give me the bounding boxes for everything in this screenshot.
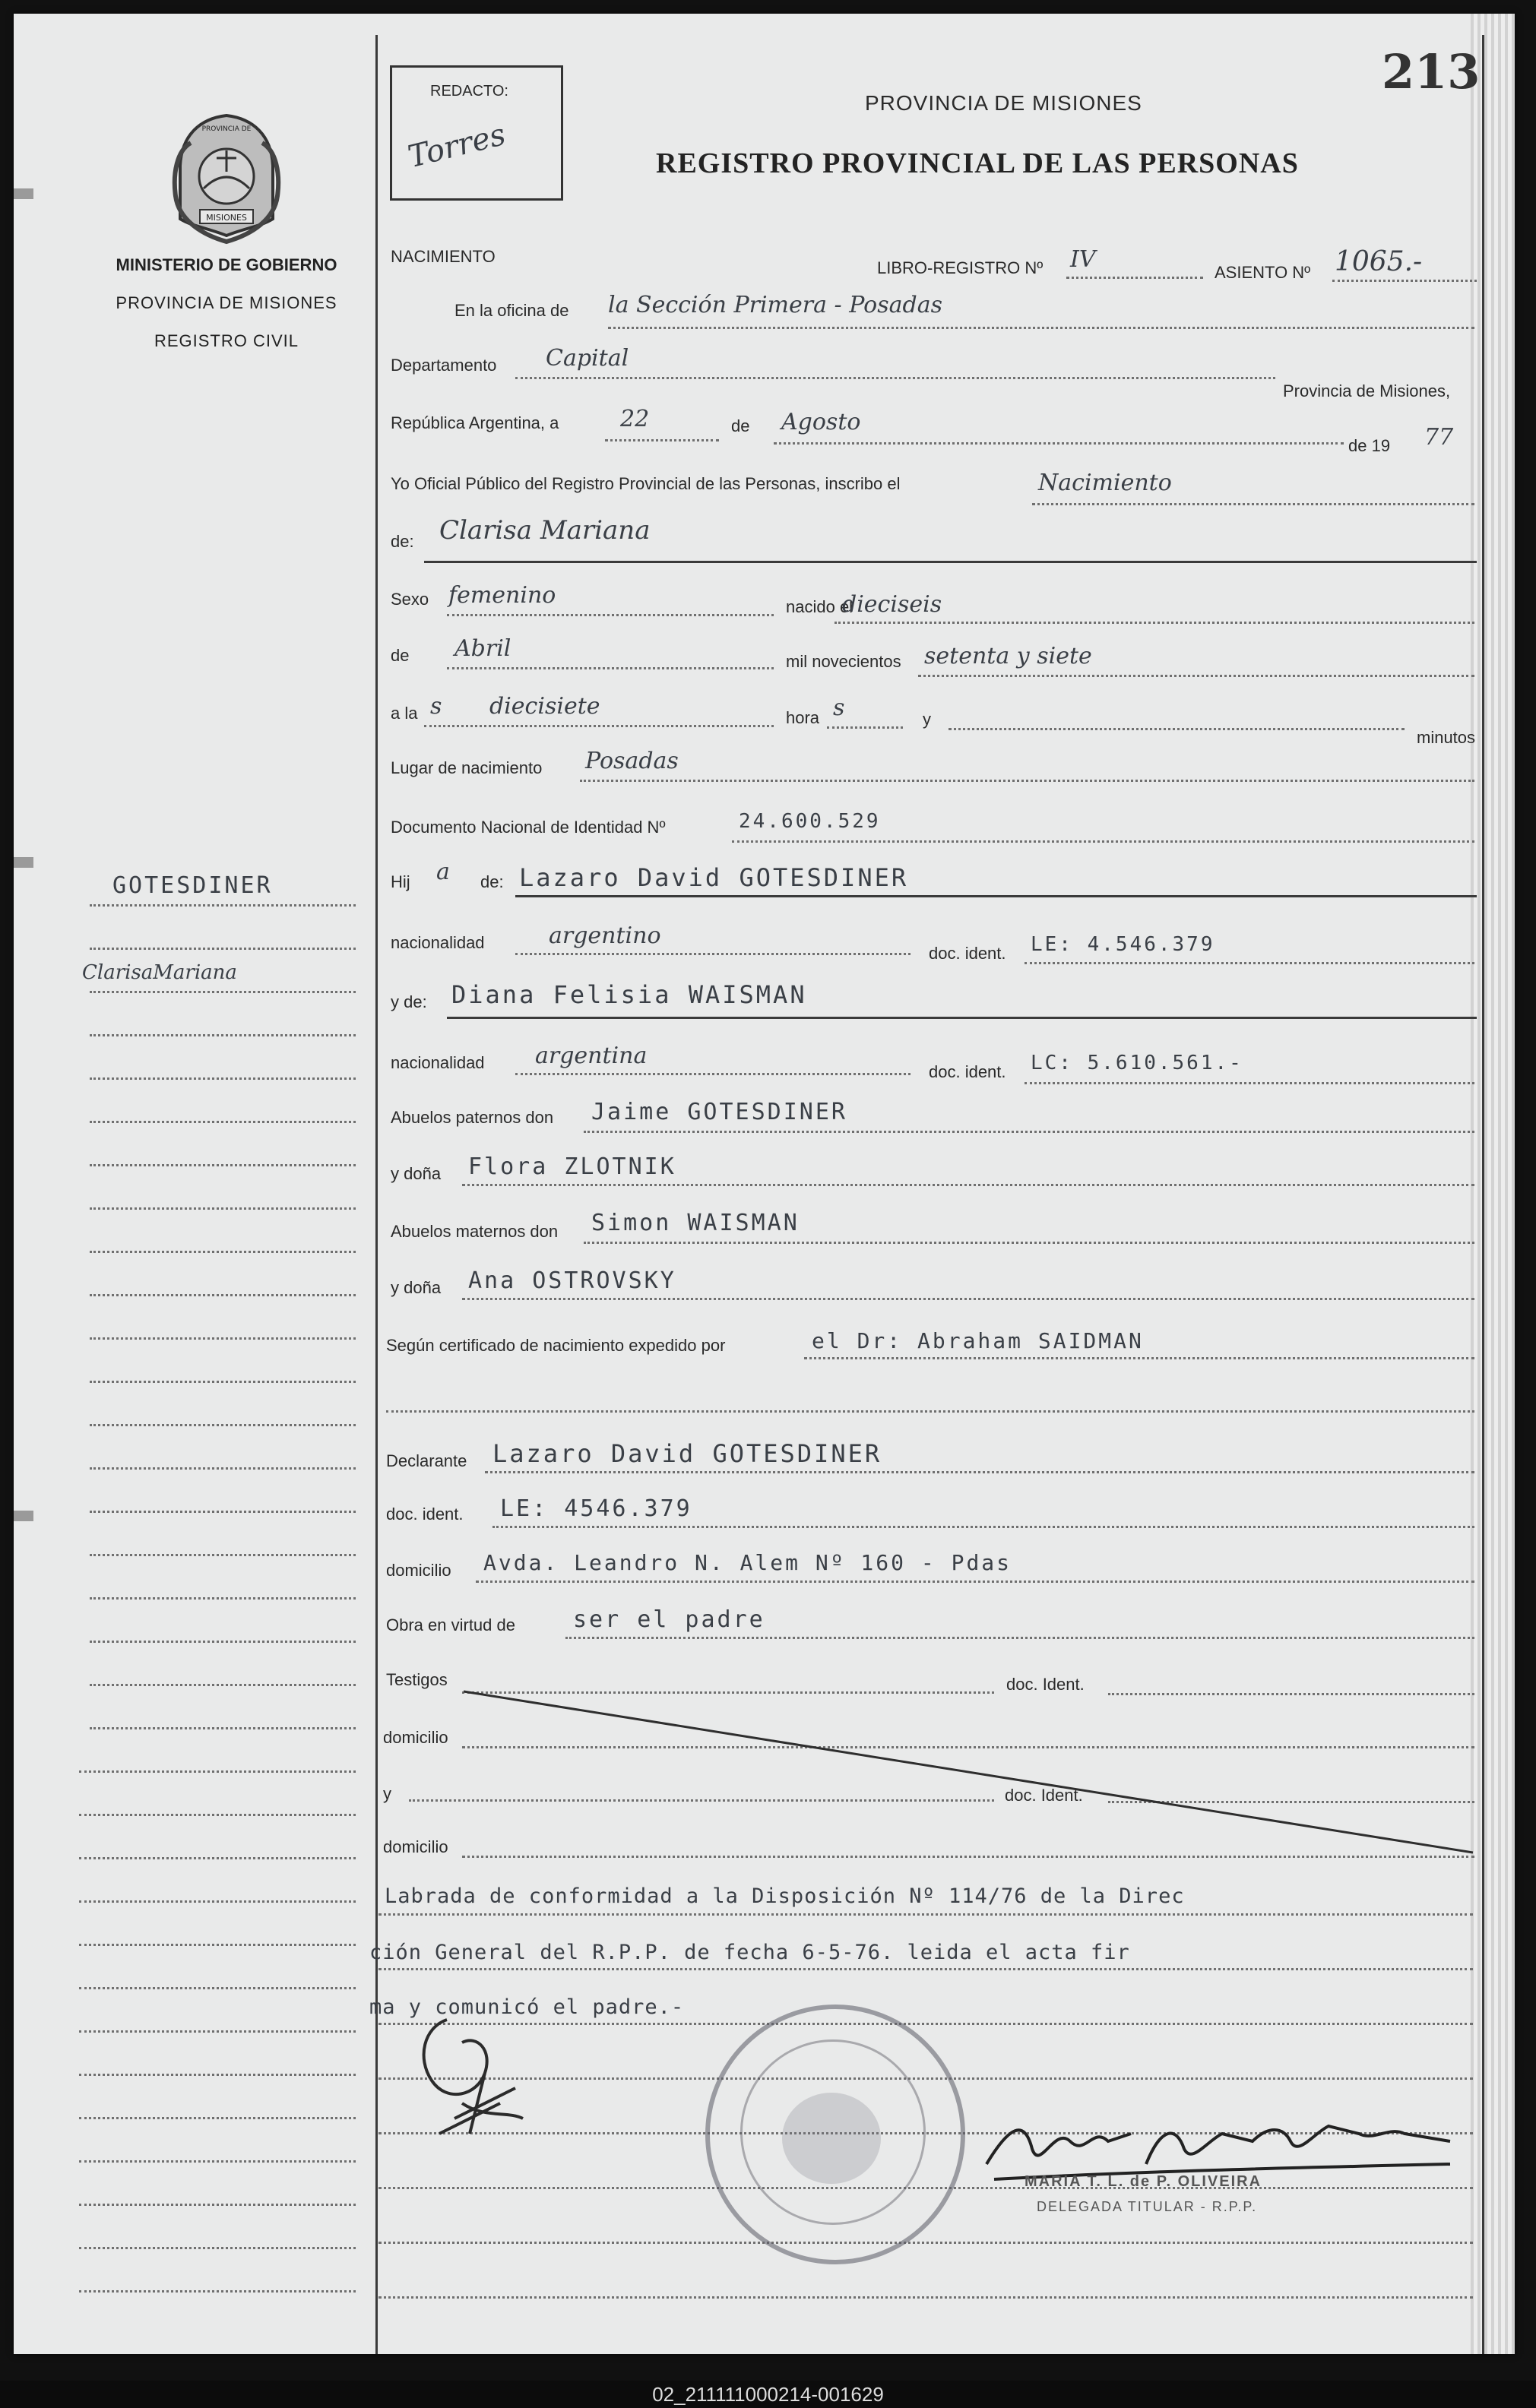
note-dotted-line — [378, 1913, 1473, 1916]
doc-1-label: doc. ident. — [929, 944, 1006, 963]
domicilio-3-label: domicilio — [383, 1837, 448, 1856]
emblem-top-text: PROVINCIA DE — [201, 125, 252, 133]
image-id-footer: 02_211111000214-001629 — [0, 2381, 1536, 2408]
hora-label: hora — [786, 708, 820, 727]
doc-decl-value: LE: 4546.379 — [500, 1495, 692, 1522]
inscribo-value: Nacimiento — [1038, 470, 1172, 496]
redacto-label: REDACTO: — [430, 83, 508, 100]
document-page — [14, 14, 1515, 2354]
republica-label: República Argentina, a — [391, 413, 559, 432]
departamento-label: Departamento — [391, 356, 497, 375]
hij-de-label: de: — [480, 872, 504, 891]
abuela-materna-value: Ana OSTROVSKY — [468, 1267, 676, 1294]
anio-value: 77 — [1424, 424, 1454, 451]
sexo-value: femenino — [448, 582, 556, 609]
declarante-value: Lazaro David GOTESDINER — [492, 1439, 882, 1468]
abuelos-maternos-label: Abuelos maternos don — [391, 1222, 559, 1241]
anio-prefix: de 19 — [1348, 436, 1391, 455]
y-2-label: y — [383, 1784, 391, 1803]
libro-label: LIBRO-REGISTRO Nº — [877, 258, 1044, 277]
province-title: PROVINCIA DE MISIONES — [865, 91, 1142, 115]
mes-value: Agosto — [781, 409, 861, 435]
doc-ident-2-label: doc. Ident. — [1005, 1786, 1083, 1805]
libro-value: IV — [1070, 246, 1096, 273]
de-colon-label: de: — [391, 532, 414, 551]
declarant-signature — [394, 1989, 568, 2149]
obra-value: ser el padre — [573, 1606, 765, 1633]
nacionalidad-1-label: nacionalidad — [391, 933, 485, 952]
madre-value: Diana Felisia WAISMAN — [451, 980, 807, 1009]
note-line-2: ción General del R.P.P. de fecha 6-5-76. leida el acta fir — [369, 1941, 1130, 1964]
de-label-2: de — [391, 646, 410, 665]
note-dotted-line — [378, 2296, 1473, 2299]
dia-value: 22 — [620, 406, 650, 432]
ydona-2-label: y doña — [391, 1278, 442, 1297]
registry-title: REGISTRO PROVINCIAL DE LAS PERSONAS — [656, 147, 1299, 179]
oficina-value: la Sección Primera - Posadas — [608, 292, 942, 318]
ala-s: s — [430, 693, 442, 720]
mil-label: mil novecientos — [786, 652, 901, 671]
nacionalidad-2-label: nacionalidad — [391, 1053, 485, 1072]
domicilio-value: Avda. Leandro N. Alem Nº 160 - Pdas — [483, 1550, 1012, 1575]
ala-label: a la — [391, 704, 418, 723]
margin-surname: GOTESDINER — [112, 872, 273, 899]
obra-label: Obra en virtud de — [386, 1615, 515, 1634]
de-label: de — [731, 416, 750, 435]
official-title: DELEGADA TITULAR - R.P.P. — [1037, 2199, 1258, 2214]
official-seal — [705, 2005, 965, 2264]
hij-label: Hij — [391, 872, 410, 891]
nacido-label: nacido el — [786, 597, 854, 616]
asiento-value: 1065.- — [1335, 246, 1423, 277]
minutos-label: minutos — [1417, 728, 1476, 747]
note-dotted-line — [378, 1968, 1473, 1970]
sexo-label: Sexo — [391, 590, 429, 609]
margin-given-names: ClarisaMariana — [82, 961, 237, 984]
hij-suffix: a — [436, 859, 450, 885]
dni-label: Documento Nacional de Identidad Nº — [391, 818, 666, 837]
doc-2-label: doc. ident. — [929, 1062, 1006, 1081]
certificado-value: el Dr: Abraham SAIDMAN — [812, 1328, 1144, 1353]
note-line-3: ma y comunicó el padre.- — [369, 1995, 685, 2019]
nacido-value: dieciseis — [842, 591, 942, 618]
declarante-label: Declarante — [386, 1451, 467, 1470]
note-line-1: Labrada de conformidad a la Disposición Nº 114/76 de la Direc — [385, 1884, 1185, 1908]
nacionalidad-1-value: argentino — [549, 922, 661, 949]
hora-s: s — [833, 695, 845, 721]
testigos-label: Testigos — [386, 1670, 448, 1689]
yde-label: y de: — [391, 992, 427, 1011]
anio-nac-value: setenta y siete — [924, 643, 1092, 669]
asiento-label: ASIENTO Nº — [1215, 263, 1311, 282]
nombre-value: Clarisa Mariana — [439, 515, 651, 546]
certificado-label: Según certificado de nacimiento expedido por — [386, 1336, 726, 1355]
doc-1-value: LE: 4.546.379 — [1031, 933, 1215, 956]
testigos-strike-line — [14, 14, 1515, 2354]
oficial-text: Yo Oficial Público del Registro Provincial de las Personas, inscribo el — [391, 474, 901, 493]
abuelos-paternos-label: Abuelos paternos don — [391, 1108, 554, 1127]
nacionalidad-2-value: argentina — [535, 1043, 648, 1069]
abuela-paterna-value: Flora ZLOTNIK — [468, 1153, 676, 1180]
domicilio-label: domicilio — [386, 1561, 451, 1580]
padre-value: Lazaro David GOTESDINER — [519, 863, 909, 892]
official-name: MARIA T. L. de P. OLIVEIRA — [1025, 2173, 1262, 2190]
ministry-civil-registry: REGISTRO CIVIL — [154, 331, 299, 350]
emblem-bottom-text: MISIONES — [206, 213, 247, 223]
y-label: y — [923, 710, 931, 729]
note-dotted-line — [378, 2242, 1473, 2244]
doc-2-value: LC: 5.610.561.- — [1031, 1052, 1243, 1074]
lugar-value: Posadas — [585, 748, 679, 774]
domicilio-2-label: domicilio — [383, 1728, 448, 1747]
redacto-value: Torres — [404, 116, 509, 176]
dni-value: 24.600.529 — [739, 810, 881, 833]
hora-value: diecisiete — [489, 693, 600, 720]
nacimiento-label: NACIMIENTO — [391, 247, 496, 266]
oficina-label: En la oficina de — [454, 301, 569, 320]
departamento-value: Capital — [546, 345, 629, 372]
abuelo-materno-value: Simon WAISMAN — [591, 1210, 800, 1236]
page-number: 213 — [1382, 44, 1481, 100]
doc-ident-1-label: doc. Ident. — [1006, 1675, 1085, 1694]
ydona-1-label: y doña — [391, 1164, 442, 1183]
provincia-suffix: Provincia de Misiones, — [1283, 381, 1451, 400]
lugar-label: Lugar de nacimiento — [391, 758, 543, 777]
abuelo-paterno-value: Jaime GOTESDINER — [591, 1099, 847, 1125]
doc-decl-label: doc. ident. — [386, 1505, 464, 1524]
ministry-province: PROVINCIA DE MISIONES — [116, 293, 337, 312]
mes-nac-value: Abril — [454, 635, 511, 662]
ministry-title: MINISTERIO DE GOBIERNO — [116, 255, 337, 274]
